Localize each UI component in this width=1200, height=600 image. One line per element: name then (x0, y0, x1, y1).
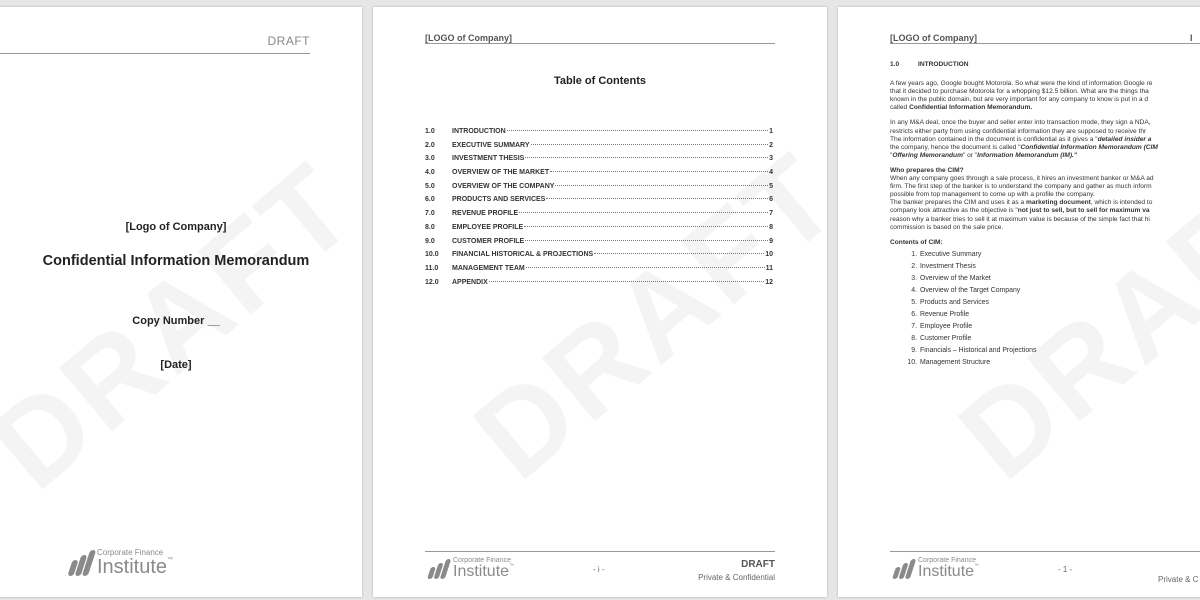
footer-rule (425, 551, 775, 552)
list-item: 4. Overview of the Target Company (911, 286, 1021, 294)
intro-paragraph-1: A few years ago, Google bought Motorola. So what were the kind of information Google re that it decided to purchase Motorola for a whopping $12.5 billion. What are the things tha known in the public domain, but are very important for any company to know is put in a d called Confidential Information Memorandum. (890, 80, 1153, 112)
list-item: 7. Employee Profile (911, 322, 973, 330)
toc-entry[interactable]: 9.0 CUSTOMER PROFILE 9 (425, 237, 773, 245)
cfi-logo-tm: ™ (509, 563, 515, 569)
toc-entry[interactable]: 10.0 FINANCIAL HISTORICAL & PROJECTIONS 10 (425, 251, 773, 259)
cfi-logo (429, 557, 514, 580)
toc-entry[interactable]: 4.0 OVERVIEW OF THE MARKET 4 (425, 169, 773, 177)
toc-entry[interactable]: 6.0 PRODUCTS AND SERVICES 6 (425, 196, 773, 204)
cfi-logo-tm: ™ (167, 557, 174, 563)
cfi-logo-line2: Institute (97, 556, 168, 578)
toc-entry[interactable]: 8.0 EMPLOYEE PROFILE 8 (425, 223, 773, 231)
cfi-logo-line2: Institute (453, 563, 510, 580)
contents-of-cim-heading: Contents of CIM: (890, 238, 943, 246)
toc-entry[interactable]: 7.0 REVENUE PROFILE 7 (425, 210, 773, 218)
cfi-logo (894, 557, 979, 580)
cfi-logo-tm: ™ (974, 563, 980, 569)
cim-contents-list (890, 249, 1200, 369)
cfi-logo-line1: Corporate Finance (97, 548, 164, 557)
cfi-logo-line2: Institute (918, 563, 975, 580)
toc-title: Table of Contents (553, 75, 647, 87)
header-rule (0, 53, 310, 54)
toc-page (373, 7, 827, 597)
footer-draft-label: DRAFT (741, 559, 775, 570)
introduction-page (838, 7, 1200, 597)
toc-entry[interactable]: 5.0 OVERVIEW OF THE COMPANY 5 (425, 182, 773, 190)
list-item: 5. Products and Services (911, 298, 989, 306)
intro-paragraph-2: In any M&A deal, once the buyer and seller enter into transaction mode, they sign a NDA, restricts either party from using confidential information they are supposed to receive thr The information contained in the document is confidential as it gives a "detailed insider a the company, hence the document is called "Confidential Information Memorandum (CIM "Offering Memorandum" or "Information Memorandum (IM)." (890, 119, 1158, 159)
intro-paragraph-3: When any company goes through a sale process, it hires an investment banker or M&A ad firm. The first step of the banker is to understand the company and gather as much inform possible from top management to come up with a profile the company. The banker prepares the CIM and uses it as a marketing document, which is intended to company look attractive as the objective is "not just to sell, but to sell for maximum va reason why a banker tries to sell it at maximum value is because of the simple fact that hi commission is based on the sale price. (890, 175, 1154, 231)
footer-confidential-label: Private & C (1158, 575, 1199, 584)
cfi-logo-line1: Corporate Finance (918, 557, 976, 564)
cfi-mark-icon (894, 559, 913, 579)
toc-entry[interactable]: 2.0 EXECUTIVE SUMMARY 2 (425, 141, 773, 149)
cfi-logo (70, 549, 173, 577)
document-date: [Date] (160, 359, 192, 371)
header-rule (890, 43, 1200, 44)
toc-entry[interactable]: 1.0 INTRODUCTION 1 (425, 128, 773, 135)
footer-right (1158, 572, 1198, 584)
section-heading: 1.0 INTRODUCTION (890, 61, 969, 68)
page-number: - i - (593, 565, 605, 574)
list-item: 10. Management Structure (907, 358, 991, 366)
footer-right (698, 559, 775, 582)
cfi-mark-icon (429, 559, 448, 579)
cover-page (0, 7, 362, 597)
list-item: 3. Overview of the Market (911, 274, 991, 282)
toc-entry[interactable]: 3.0 INVESTMENT THESIS 3 (425, 155, 773, 163)
header-company-logo: [LOGO of Company] (425, 33, 512, 43)
list-item: 2. Investment Thesis (911, 262, 976, 270)
copy-number: Copy Number __ (132, 315, 220, 327)
header-draft-label: DRAFT (267, 34, 310, 48)
document-title: Confidential Information Memorandum (42, 253, 310, 269)
header-rule (425, 43, 775, 44)
toc-list (425, 128, 773, 292)
cfi-mark-icon (70, 550, 92, 576)
footer-confidential-label: Private & Confidential (698, 573, 775, 582)
header-company-logo: [LOGO of Company] (890, 33, 977, 43)
introduction-body (890, 61, 1200, 369)
company-logo-placeholder: [Logo of Company] (125, 221, 227, 233)
list-item: 1. Executive Summary (911, 250, 982, 258)
page-number: - 1 - (1058, 565, 1073, 574)
header-right-label: I (1190, 33, 1193, 43)
cfi-logo-line1: Corporate Finance (453, 557, 511, 564)
footer-rule (890, 551, 1200, 552)
toc-entry[interactable]: 11.0 MANAGEMENT TEAM 11 (425, 264, 773, 272)
list-item: 6. Revenue Profile (911, 310, 970, 318)
list-item: 8. Customer Profile (911, 334, 972, 342)
who-prepares-heading: Who prepares the CIM? (890, 166, 964, 174)
list-item: 9. Financials – Historical and Projections (911, 346, 1037, 354)
toc-entry[interactable]: 12.0 APPENDIX 12 (425, 278, 773, 286)
